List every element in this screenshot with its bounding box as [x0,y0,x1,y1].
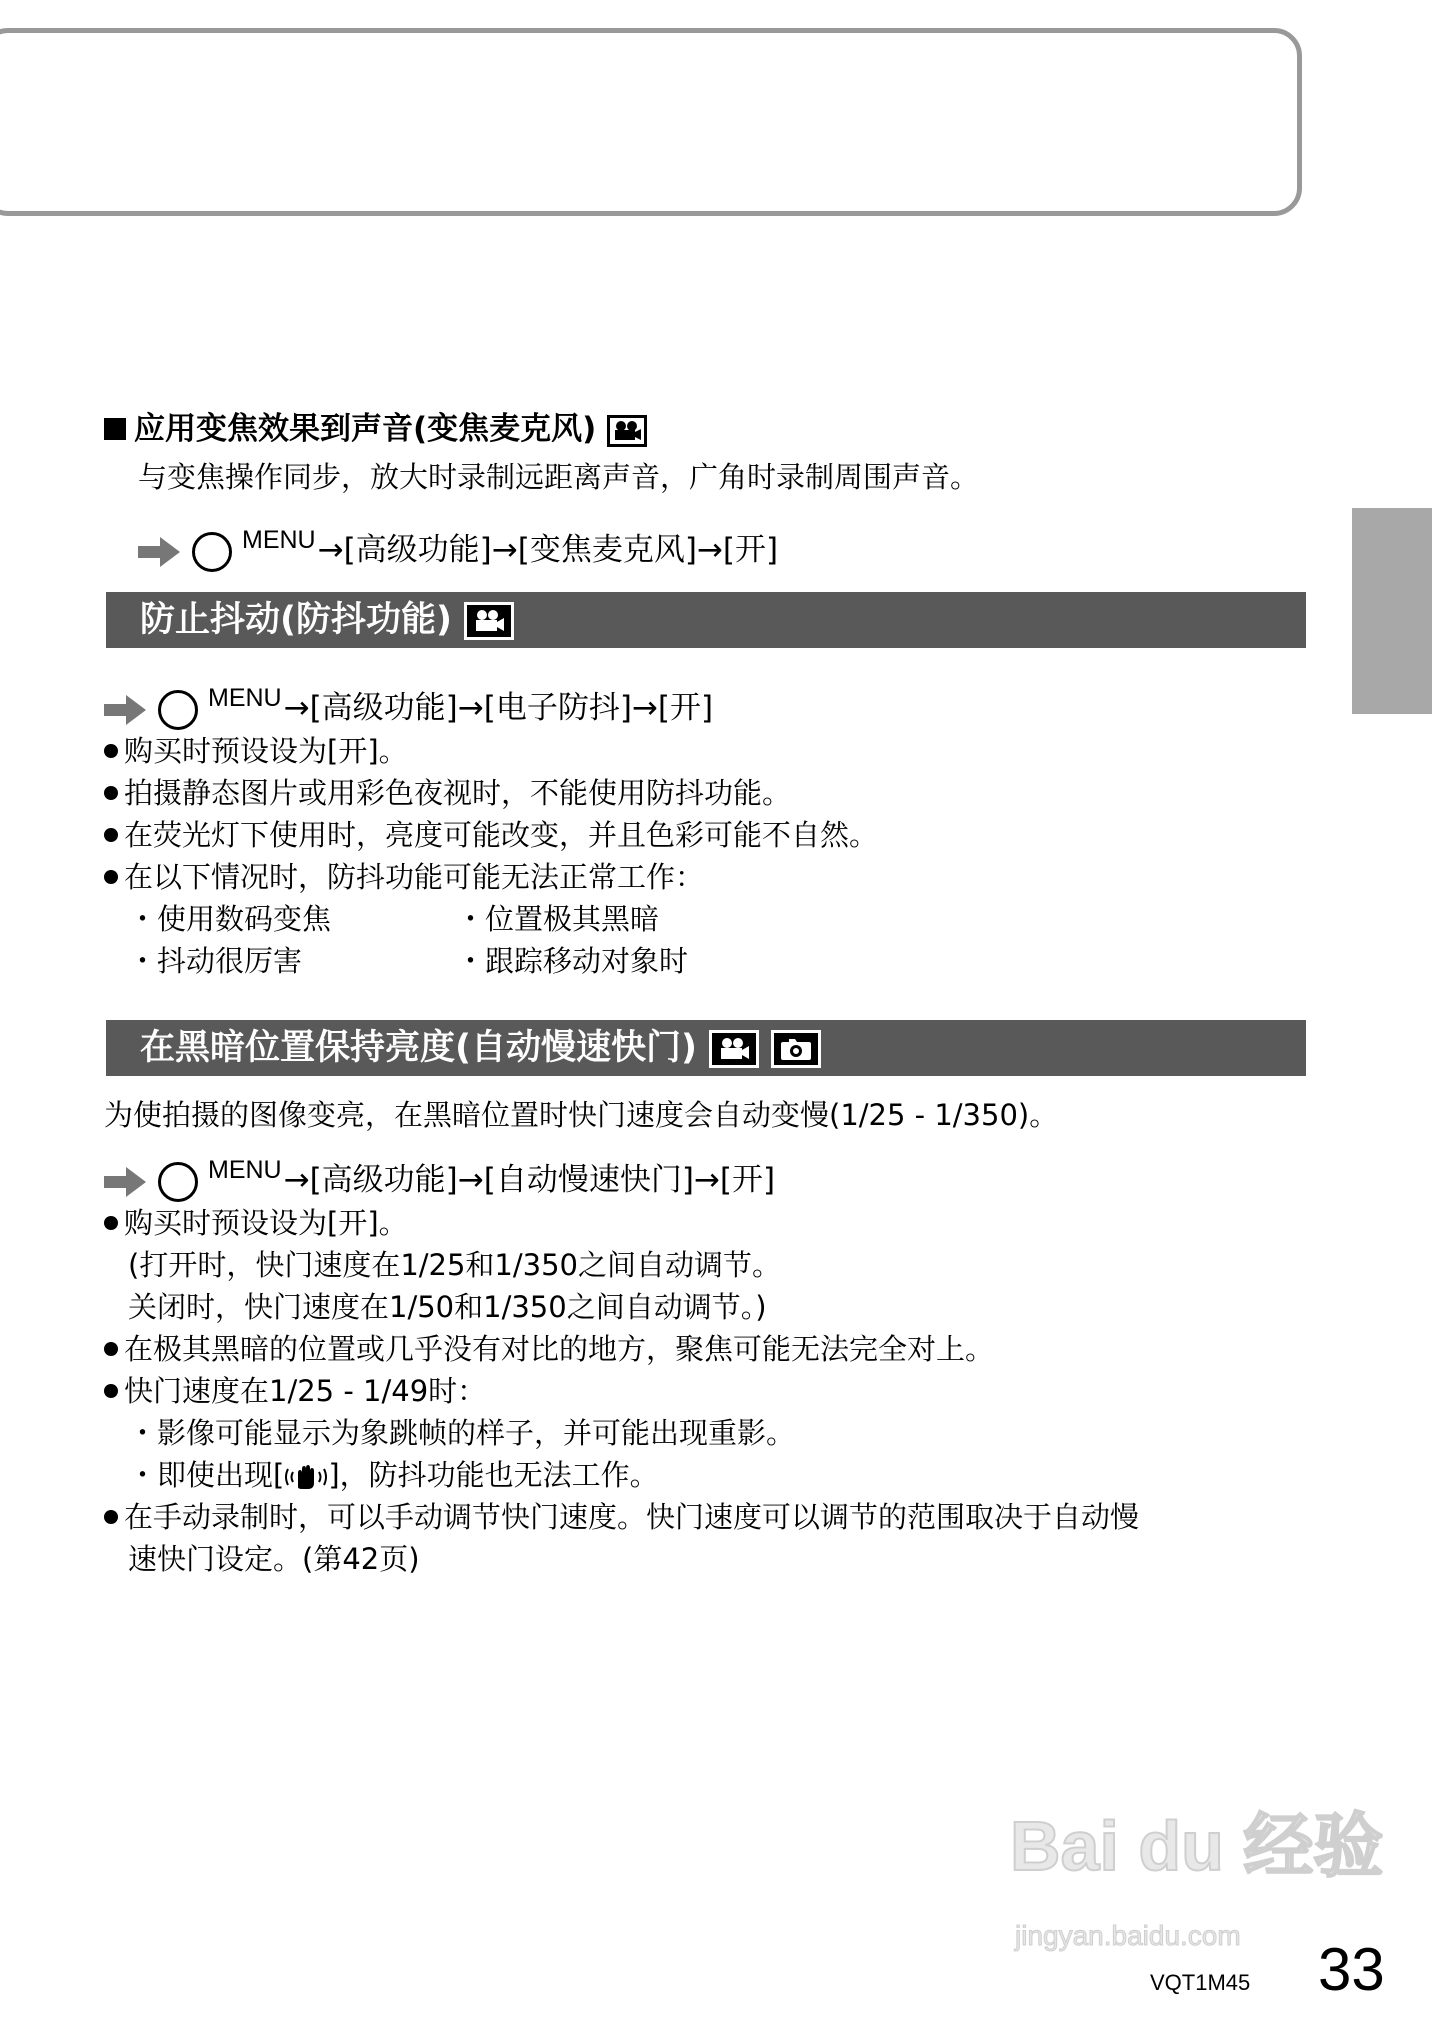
menu-label: MENU [208,1156,282,1184]
bullet-dot-icon [104,1342,118,1356]
slow-shutter-note: 关闭时，快门速度在1/50和1/350之间自动调节。) [128,1290,767,1324]
slow-shutter-bullet-continued: 速快门设定。(第42页) [128,1542,420,1576]
bullet-dot-icon [104,1216,118,1230]
stabilizer-bullet: 购买时预设设为[开]。 [104,732,408,770]
slow-shutter-subitem: ・即使出现[ ]，防抖功能也无法工作。 [128,1458,659,1492]
menu-path: →[高级功能]→[变焦麦克风]→[开] [317,532,779,568]
bullet-dot-icon [104,744,118,758]
slow-shutter-heading-band [106,1020,1306,1076]
video-camera-icon [607,415,647,447]
stabilizer-heading: 防止抖动(防抖功能) [140,598,514,642]
bullet-dot-icon [104,786,118,800]
joystick-button-icon [158,690,198,730]
square-bullet-icon [104,418,126,440]
bullet-dot-icon [104,828,118,842]
top-frame [0,28,1302,216]
step-arrow-icon [138,537,180,567]
stabilizer-menu-step [104,678,713,730]
baidu-watermark-url: jingyan.baidu.com [1015,1920,1241,1951]
slow-shutter-subitem: ・影像可能显示为象跳帧的样子，并可能出现重影。 [128,1416,796,1450]
slow-shutter-bullet: 购买时预设设为[开]。 [104,1204,408,1242]
condition-item: ・跟踪移动对象时 [456,944,689,978]
condition-item: ・位置极其黑暗 [456,902,660,936]
menu-label: MENU [242,526,316,554]
stabilizer-bullet: 在以下情况时，防抖功能可能无法正常工作： [104,858,704,896]
joystick-button-icon [192,532,232,572]
page-number: 33 [1318,1936,1385,2003]
zoom-mic-menu-step [138,520,778,572]
stabilizer-bullet: 在荧光灯下使用时，亮度可能改变，并且色彩可能不自然。 [104,816,878,854]
video-camera-icon [709,1030,759,1068]
zoom-mic-description: 与变焦操作同步，放大时录制远距离声音，广角时录制周围声音。 [138,460,980,494]
condition-item: ・使用数码变焦 [128,902,332,936]
slow-shutter-note: (打开时，快门速度在1/25和1/350之间自动调节。 [128,1248,782,1282]
shake-warning-icon [284,1463,328,1491]
slow-shutter-menu-step [104,1150,775,1202]
chapter-side-tab [1352,508,1432,714]
joystick-button-icon [158,1162,198,1202]
bullet-dot-icon [104,870,118,884]
slow-shutter-heading: 在黑暗位置保持亮度(自动慢速快门) [140,1026,821,1070]
condition-item: ・抖动很厉害 [128,944,303,978]
bullet-dot-icon [104,1384,118,1398]
video-camera-icon [464,602,514,640]
slow-shutter-bullet: 在极其黑暗的位置或几乎没有对比的地方，聚焦可能无法完全对上。 [104,1330,994,1368]
slow-shutter-bullet: 在手动录制时，可以手动调节快门速度。快门速度可以调节的范围取决于自动慢 [104,1498,1139,1536]
still-camera-icon [771,1030,821,1068]
slow-shutter-bullet: 快门速度在1/25 - 1/49时： [104,1372,486,1410]
menu-path: →[高级功能]→[自动慢速快门]→[开] [283,1162,776,1198]
step-arrow-icon [104,695,146,725]
bullet-dot-icon [104,1510,118,1524]
zoom-mic-heading: 应用变焦效果到声音(变焦麦克风) [104,410,647,448]
menu-path: →[高级功能]→[电子防抖]→[开] [283,690,714,726]
baidu-watermark: Bai du 经验 [1010,1807,1384,1885]
model-code: VQT1M45 [1150,1970,1251,1995]
menu-label: MENU [208,684,282,712]
slow-shutter-intro: 为使拍摄的图像变亮，在黑暗位置时快门速度会自动变慢(1/25 - 1/350)。 [104,1098,1059,1132]
stabilizer-heading-band [106,592,1306,648]
stabilizer-bullet: 拍摄静态图片或用彩色夜视时，不能使用防抖功能。 [104,774,791,812]
step-arrow-icon [104,1167,146,1197]
